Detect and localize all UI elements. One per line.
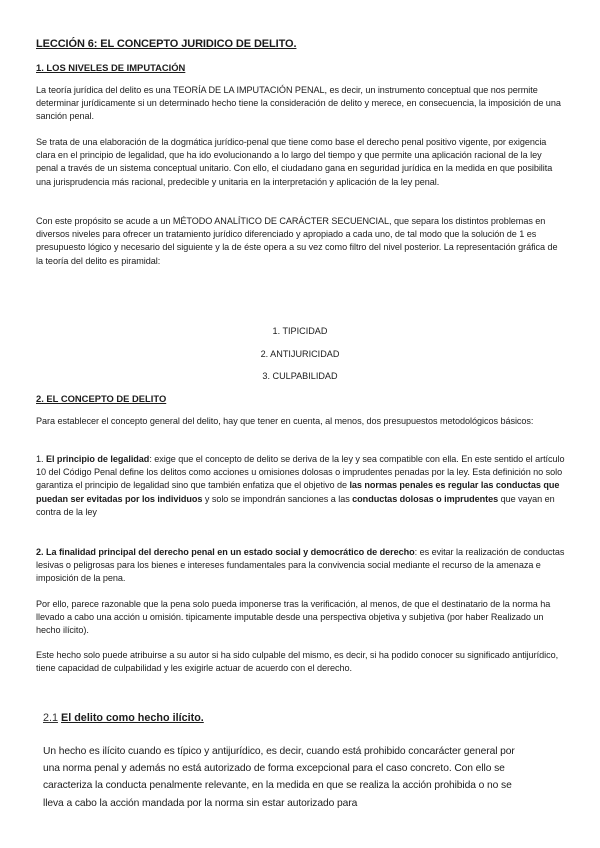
level-antijuricidad: 2. ANTIJURICIDAD [260, 349, 340, 359]
principle-legalidad-text3: que vayan en contra de la ley [36, 493, 555, 517]
paragraph-hecho-ilicito: Un hecho es ilícito cuando es típico y antijurídico, es decir, cuando está prohibido concarácter general por una norma penal y además no está autorizado de forma excepcional para el caso concreto. Con ello se caracteriza la conducta penalmente relevante, en la medida en que se realiza la acción prohibida o no se lleva a cabo la acción mandada por la norma sin estar autorizado para [43, 746, 515, 809]
principle-finalidad-text: : es evitar la realización de conductas lesivas o peligrosas para los bienes e intereses fundamentales para la convivencia social mediante el recurso de la amenaza e imposición de la pena. [36, 547, 565, 584]
section-heading-concepto: 2. EL CONCEPTO DE DELITO [36, 393, 167, 404]
principle-legalidad-number: 1. [36, 454, 46, 464]
principle-finalidad [36, 546, 566, 586]
paragraph-por-ello: Por ello, parece razonable que la pena solo pueda imponerse tras la verificación, al menos, de que el destinatario de la norma ha llevado a cabo una acción u omisión. tipicamente imputable desde una perspectiva objetiva y subjetiva (por haber Realizado un hecho ilícito). [36, 599, 551, 636]
subsection-title: El delito como hecho ilícito. [61, 712, 204, 724]
principle-legalidad [36, 453, 566, 519]
page-title: LECCIÓN 6: EL CONCEPTO JURIDICO DE DELITO. [36, 38, 297, 50]
principle-legalidad-bold2: conductas dolosas o imprudentes [352, 493, 499, 504]
paragraph-dogmatica: Se trata de una elaboración de la dogmática jurídico-penal que tiene como base el derecho penal positivo vigente, por exigencia clara en el principio de legalidad, que ha ido evolucionando a lo largo del tiempo y que permite una aplicación racional de la ley penal a través de un sistema conceptual unitario. Con ello, el ciudadano gana en seguridad jurídica en la medida en que posibilita una jurisprudencia más racional, predecible y unitaria en la interpretación y aplicación de la ley penal. [36, 137, 553, 187]
principle-legalidad-text1: : exige que el concepto de delito se deriva de la ley y sea compatible con ella. En este sentido el artículo 10 del Código Penal define los delitos como acciones u omisiones dolosas o imprudentes penadas por la ley. Esta definición no solo garantiza el principio de legalidad sino que también enfatiza que el objetivo de [36, 454, 565, 491]
section-heading-niveles: 1. LOS NIVELES DE IMPUTACIÓN [36, 62, 186, 73]
principle-finalidad-label: 2. La finalidad principal del derecho penal en un estado social y democrático de derecho [36, 547, 415, 557]
principle-legalidad-label: El principio de legalidad [45, 454, 150, 464]
paragraph-presupuestos: Para establecer el concepto general del delito, hay que tener en cuenta, al menos, dos presupuestos metodológicos básicos: [36, 416, 534, 426]
level-tipicidad: 1. TIPICIDAD [272, 326, 328, 336]
principle-legalidad-text2: y solo se impondrán sanciones a las [202, 493, 353, 504]
paragraph-este-hecho: Este hecho solo puede atribuirse a su autor si ha sido culpable del mismo, es decir, si ha podido conocer su significado antijurídico, tiene capacidad de culpabilidad y les exigirle actuar de acuerdo con el derecho. [36, 650, 559, 674]
subsection-number: 2.1 [43, 712, 59, 724]
principle-legalidad-bold1: las normas penales es regular las conductas que puedan ser evitadas por los individuos [36, 480, 560, 504]
level-culpabilidad: 3. CULPABILIDAD [262, 371, 338, 381]
subsection-heading [43, 712, 204, 724]
paragraph-metodo: Con este propósito se acude a un MÉTODO ANALÍTICO DE CARÁCTER SECUENCIAL, que separa los distintos problemas en diversos niveles para ofrecer un tratamiento jurídico diferenciado y apropiado a cada uno, de tal modo que la solución de 1 es presupuesto lógico y necesario del siguiente y la de éste opera a su vez como filtro del nivel posterior. La representación gráfica de la teoría del delito es piramidal: [36, 216, 558, 266]
paragraph-teoria: La teoría jurídica del delito es una TEORÍA DE LA IMPUTACIÓN PENAL, es decir, un instrumento conceptual que nos permite determinar jurídicamente si un determinado hecho tiene la consideración de delito y merece, en consecuencia, la imposición de una sanción penal. [36, 85, 561, 122]
